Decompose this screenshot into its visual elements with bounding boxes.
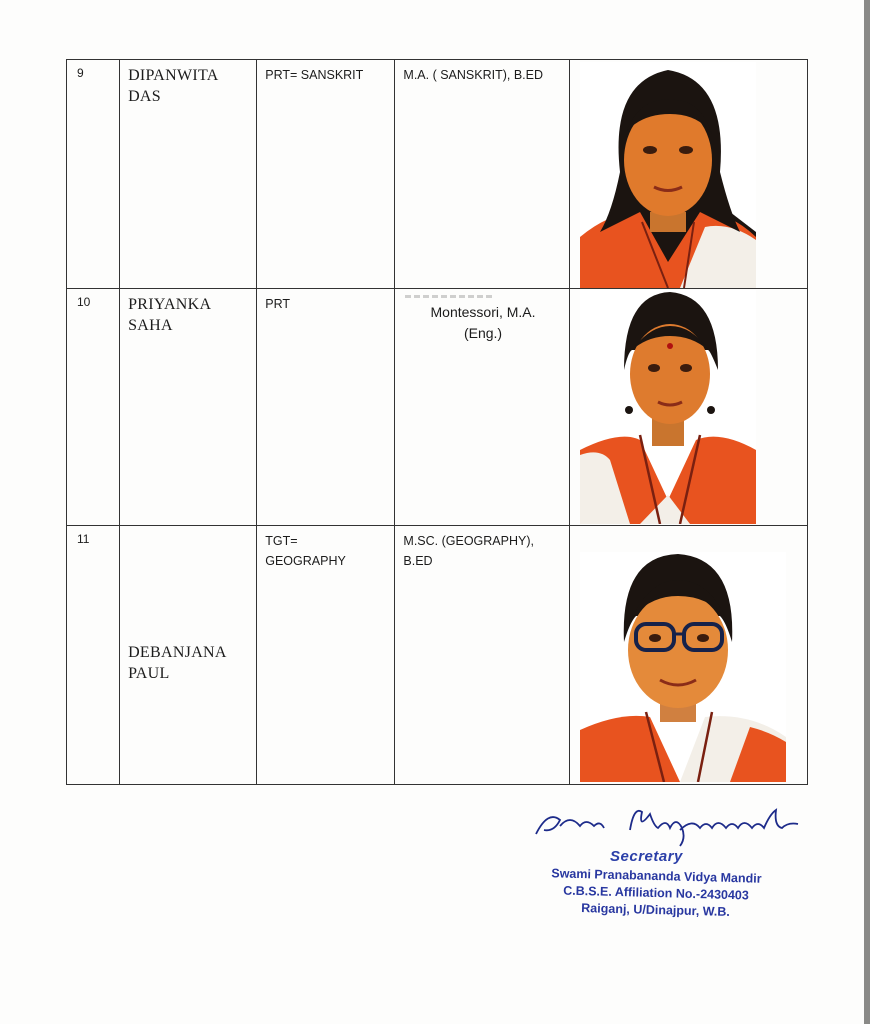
teacher-photo <box>580 62 756 288</box>
teacher-post: PRT <box>265 297 291 311</box>
table-row <box>67 526 808 785</box>
post-cell <box>257 526 395 785</box>
photo-cell <box>569 60 807 289</box>
staff-table <box>66 59 808 785</box>
post-cell <box>257 60 395 289</box>
teacher-name: DIPANWITA DAS <box>128 67 219 105</box>
teacher-photo <box>580 290 756 524</box>
secretary-title: Secretary <box>610 848 683 865</box>
teacher-qualification: M.A. ( SANSKRIT), B.ED <box>403 68 544 82</box>
teacher-qualification: M.SC. (GEOGRAPHY), B.ED <box>403 534 534 568</box>
serial-cell <box>67 60 120 289</box>
qualification-cell <box>395 526 569 785</box>
serial-cell <box>67 526 120 785</box>
struck-text-remnant <box>405 295 495 298</box>
serial-number: 9 <box>77 66 84 80</box>
qualification-cell <box>395 60 569 289</box>
stamp-address: Raiganj, U/Dinajpur, W.B. <box>581 901 731 919</box>
stamp-affiliation: C.B.S.E. Affiliation No.-2430403 <box>563 883 750 903</box>
teacher-post: TGT= GEOGRAPHY <box>265 534 346 568</box>
qualification-cell <box>395 289 569 526</box>
table-row <box>67 60 808 289</box>
teacher-post: PRT= SANSKRIT <box>265 68 364 82</box>
serial-number: 10 <box>77 295 91 309</box>
name-cell <box>120 60 257 289</box>
teacher-qualification: Montessori, M.A. (Eng.) <box>430 304 536 341</box>
name-cell <box>120 526 257 785</box>
school-stamp <box>527 865 784 923</box>
name-cell <box>120 289 257 526</box>
serial-number: 11 <box>77 532 90 546</box>
handwritten-signature <box>530 800 820 855</box>
table-row <box>67 289 808 526</box>
teacher-name: DEBANJANA PAUL <box>128 644 227 682</box>
stamp-school-name: Swami Pranabananda Vidya Mandir <box>551 866 762 886</box>
teacher-name: PRIYANKA SAHA <box>128 296 212 334</box>
photo-cell <box>569 526 807 785</box>
serial-cell <box>67 289 120 526</box>
post-cell <box>257 289 395 526</box>
photo-cell <box>569 289 807 526</box>
page-edge-shadow <box>864 0 870 1024</box>
teacher-photo <box>580 552 786 782</box>
